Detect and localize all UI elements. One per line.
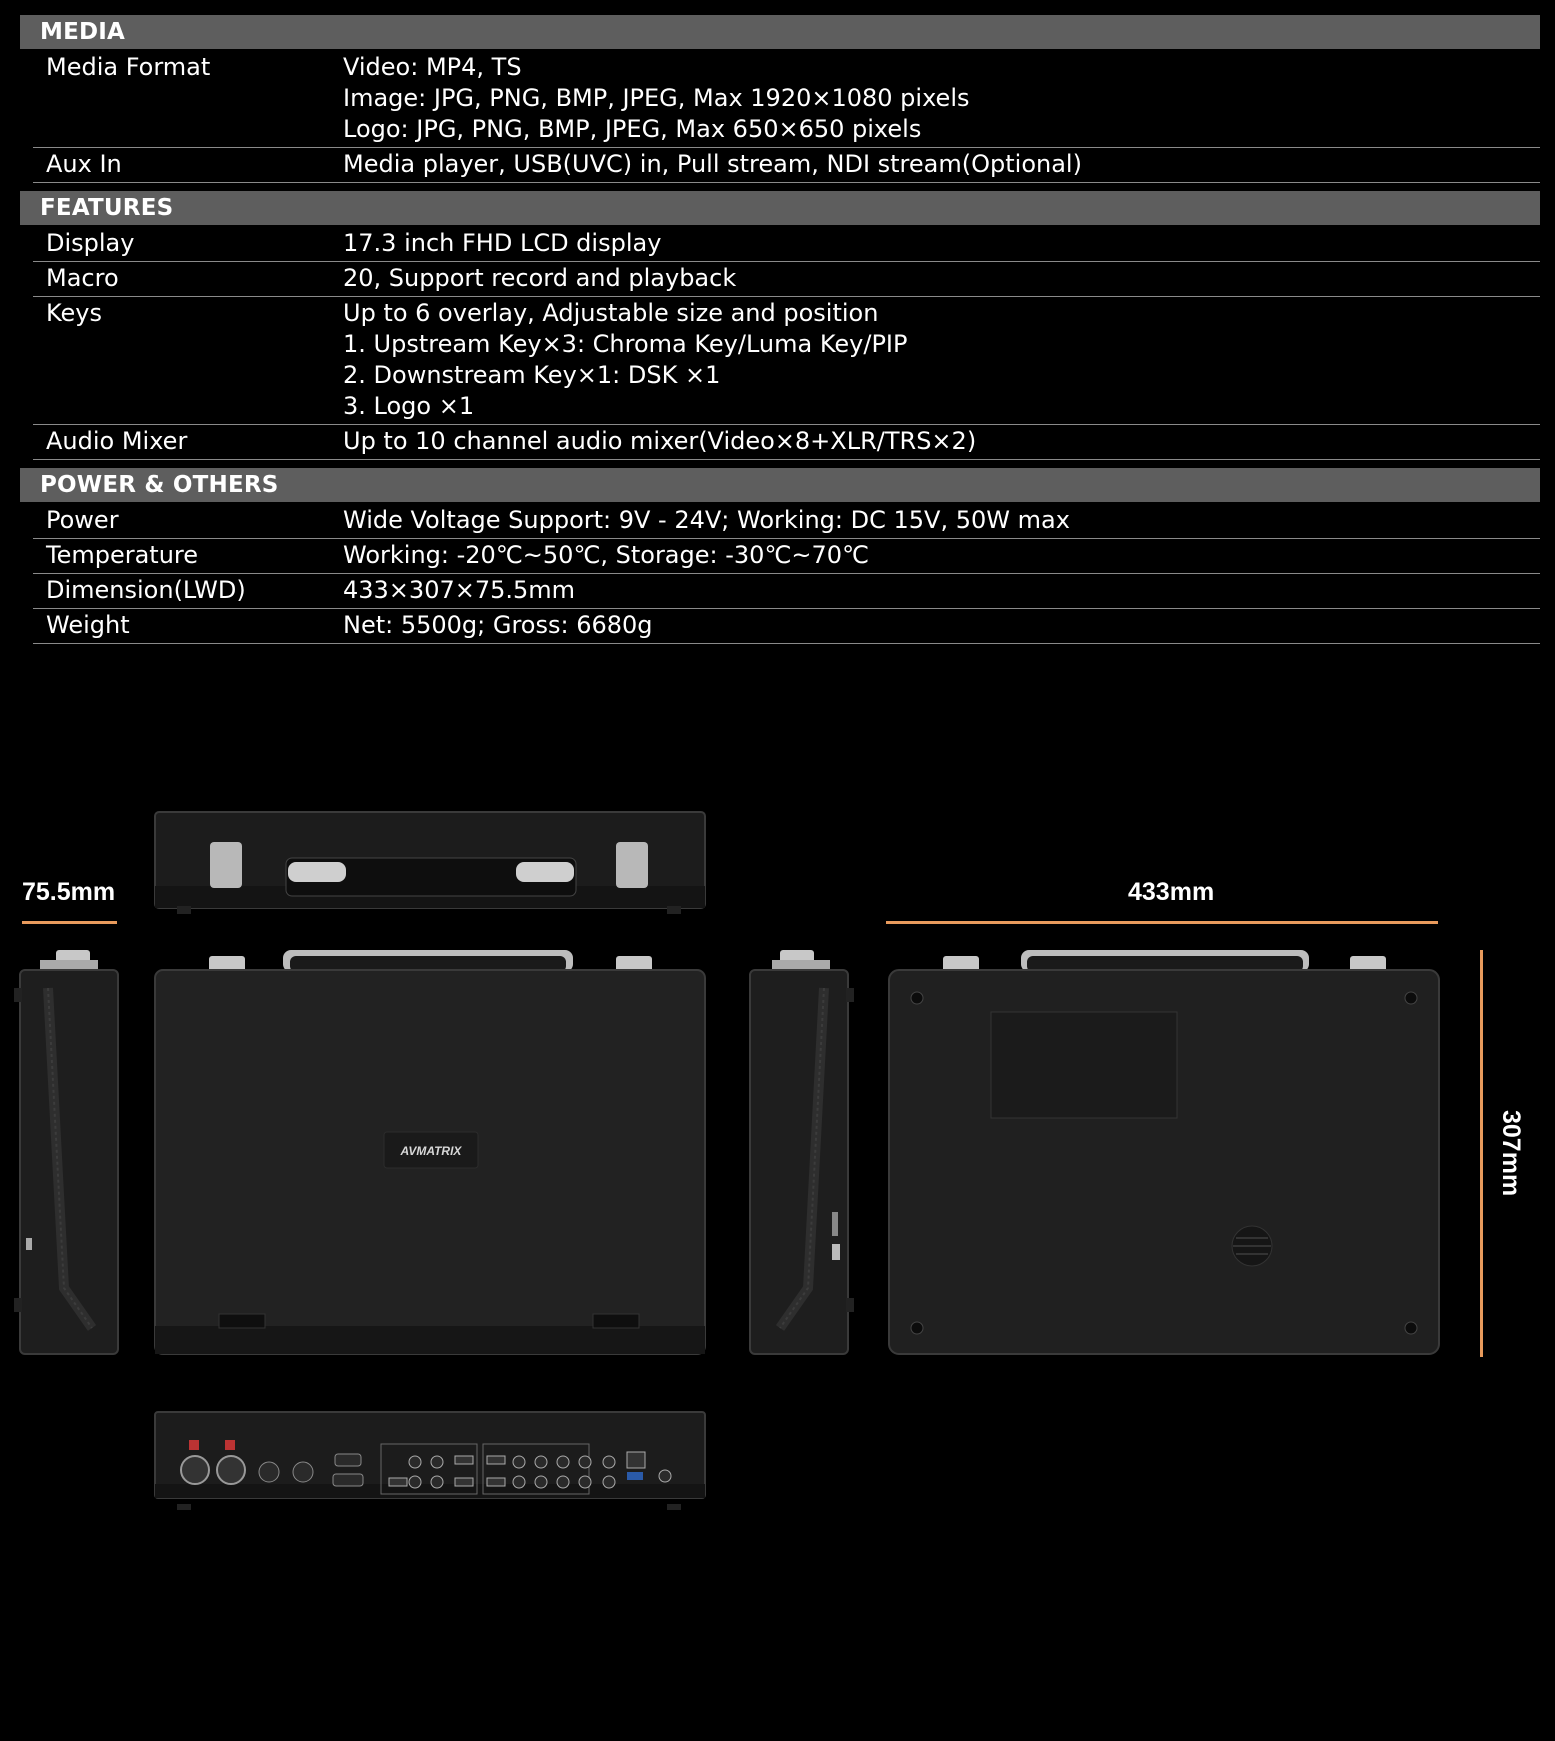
spec-label: Dimension(LWD) (46, 576, 246, 604)
spec-section (20, 15, 1540, 183)
width-dimension-label: 307mm (1497, 1110, 1525, 1197)
device-front-view (153, 948, 708, 1358)
spec-row (33, 504, 1540, 539)
spec-label: Power (46, 506, 119, 534)
spec-label: Audio Mixer (46, 427, 188, 455)
spec-value (343, 52, 1540, 145)
spec-value (343, 575, 1540, 606)
spec-table (20, 15, 1540, 652)
spec-label: Temperature (46, 541, 199, 569)
spec-value-line: Video: MP4, TS (343, 53, 522, 81)
section-header: FEATURES (20, 191, 1540, 225)
spec-value-line: Wide Voltage Support: 9V - 24V; Working: DC 15V, 50W max (343, 506, 1070, 534)
spec-section (20, 191, 1540, 460)
spec-value (343, 610, 1540, 641)
spec-label: Media Format (46, 53, 211, 81)
spec-row (33, 297, 1540, 425)
device-rear-io-panel (153, 1410, 708, 1510)
depth-dimension-label: 75.5mm (22, 878, 116, 906)
spec-row (33, 227, 1540, 262)
spec-row (33, 262, 1540, 297)
spec-row (33, 51, 1540, 148)
spec-section (20, 468, 1540, 644)
device-right-side-view (746, 948, 858, 1358)
spec-value (343, 263, 1540, 294)
product-diagrams (0, 790, 1555, 1540)
spec-value (343, 298, 1540, 422)
length-dimension-label: 433mm (1128, 878, 1215, 906)
spec-row (33, 539, 1540, 574)
spec-row (33, 574, 1540, 609)
spec-value-line: 1. Upstream Key×3: Chroma Key/Luma Key/PIP (343, 330, 908, 358)
spec-value-line: Net: 5500g; Gross: 6680g (343, 611, 653, 639)
device-top-view (153, 810, 708, 918)
spec-label: Macro (46, 264, 119, 292)
spec-value-line: Up to 6 overlay, Adjustable size and position (343, 299, 879, 327)
spec-value (343, 540, 1540, 571)
spec-value-line: Image: JPG, PNG, BMP, JPEG, Max 1920×1080 pixels (343, 84, 970, 112)
spec-value-line: Working: -20℃~50℃, Storage: -30℃~70℃ (343, 541, 869, 569)
spec-value-line: 3. Logo ×1 (343, 392, 475, 420)
spec-value-line: 20, Support record and playback (343, 264, 737, 292)
device-left-side-view (12, 948, 124, 1358)
spec-value-line: Logo: JPG, PNG, BMP, JPEG, Max 650×650 pixels (343, 115, 922, 143)
spec-value-line: 17.3 inch FHD LCD display (343, 229, 662, 257)
spec-value-line: 2. Downstream Key×1: DSK ×1 (343, 361, 721, 389)
spec-value-line: Up to 10 channel audio mixer(Video×8+XLR/TRS×2) (343, 427, 977, 455)
spec-row (33, 148, 1540, 183)
spec-row (33, 425, 1540, 460)
spec-value (343, 426, 1540, 457)
spec-label: Keys (46, 299, 103, 327)
section-header: MEDIA (20, 15, 1540, 49)
spec-value-line: 433×307×75.5mm (343, 576, 576, 604)
spec-row (33, 609, 1540, 644)
width-dimension-line (1480, 950, 1483, 1357)
spec-value (343, 149, 1540, 180)
device-back-view (887, 948, 1442, 1358)
spec-label: Aux In (46, 150, 122, 178)
depth-dimension-line (22, 921, 117, 924)
spec-value-line: Media player, USB(UVC) in, Pull stream, NDI stream(Optional) (343, 150, 1082, 178)
spec-value (343, 505, 1540, 536)
spec-label: Display (46, 229, 135, 257)
length-dimension-line (886, 921, 1438, 924)
section-header: POWER & OTHERS (20, 468, 1540, 502)
spec-value (343, 228, 1540, 259)
spec-label: Weight (46, 611, 130, 639)
brand-logo: AVMATRIX (400, 1144, 462, 1158)
